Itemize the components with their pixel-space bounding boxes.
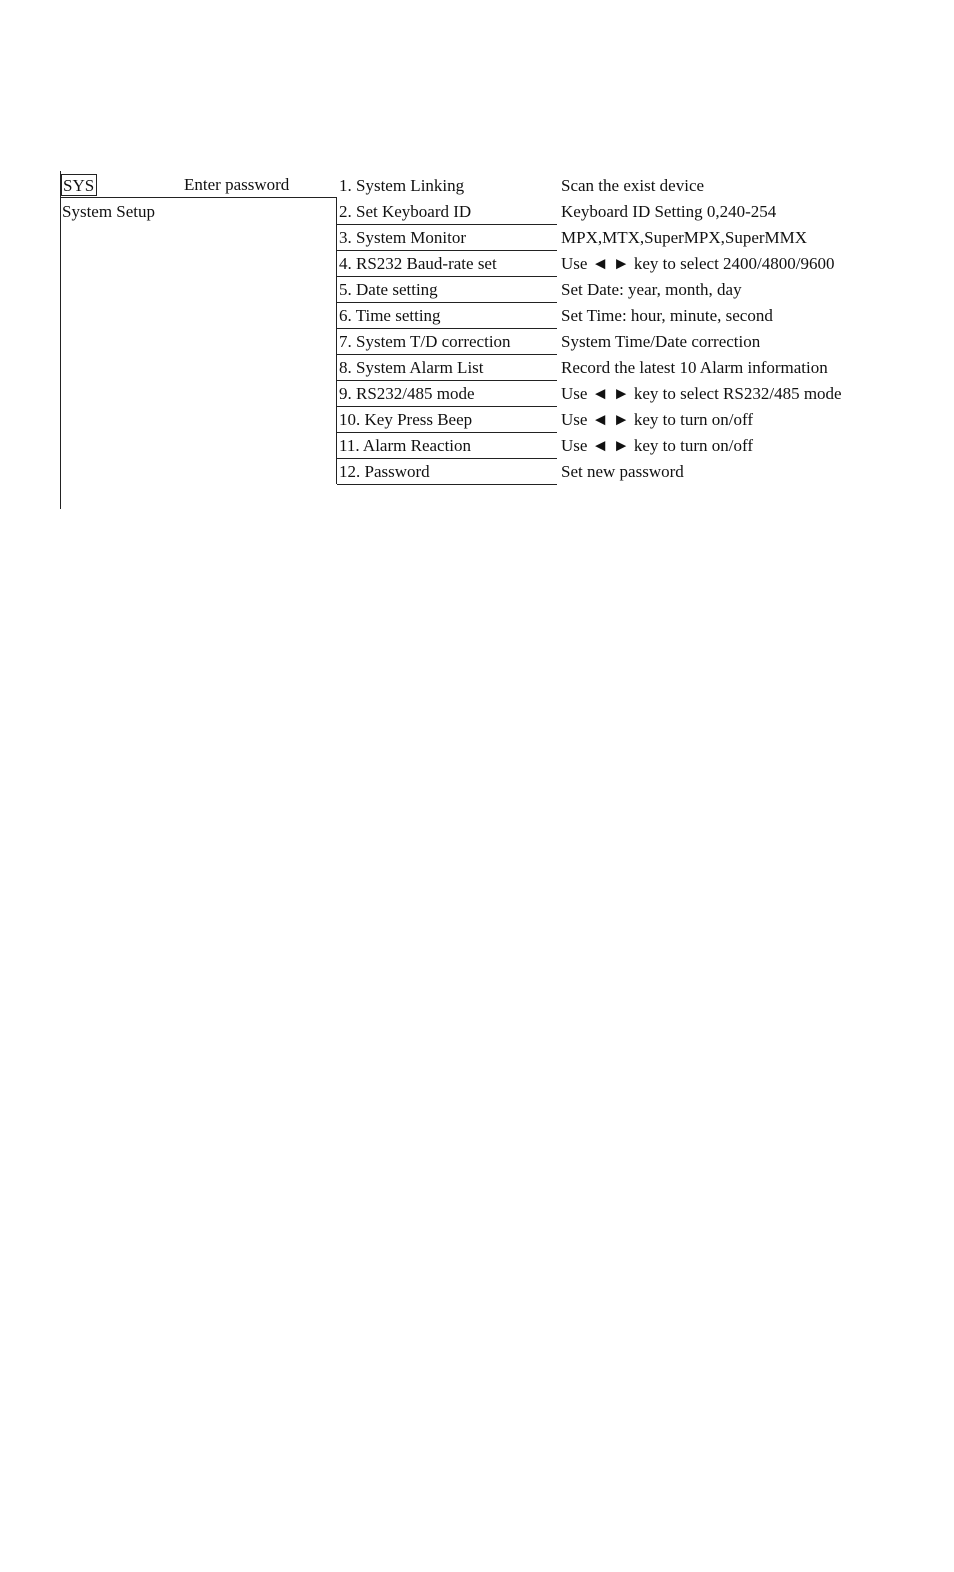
menu-item-label: 3. System Monitor <box>337 225 557 251</box>
menu-item-label: 2. Set Keyboard ID <box>337 199 557 225</box>
sys-key-label: SYS <box>61 174 97 196</box>
menu-item-description: Use ◄ ► key to select 2400/4800/9600 <box>561 254 835 273</box>
enter-password-label: Enter password <box>184 175 290 194</box>
menu-item-description: Set Date: year, month, day <box>561 280 742 299</box>
menu-item-description: Use ◄ ► key to turn on/off <box>561 436 753 455</box>
menu-item-label: 11. Alarm Reaction <box>337 433 557 459</box>
menu-item-label: 1. System Linking <box>339 176 465 195</box>
menu-item-label: 10. Key Press Beep <box>337 407 557 433</box>
menu-item-label: 8. System Alarm List <box>337 355 557 381</box>
sys-underline <box>61 197 337 198</box>
menu-item-description: Use ◄ ► key to select RS232/485 mode <box>561 384 842 403</box>
menu-item-description: MPX,MTX,SuperMPX,SuperMMX <box>561 228 808 247</box>
menu-item-description: Use ◄ ► key to turn on/off <box>561 410 753 429</box>
menu-item-label: 5. Date setting <box>337 277 557 303</box>
menu-item-description: Record the latest 10 Alarm information <box>561 358 828 377</box>
menu-item-label: 12. Password <box>337 459 557 485</box>
left-vertical-rule <box>60 171 61 509</box>
system-setup-label: System Setup <box>62 202 156 221</box>
menu-item-label: 7. System T/D correction <box>337 329 557 355</box>
menu-item-label: 9. RS232/485 mode <box>337 381 557 407</box>
menu-item-description: Scan the exist device <box>561 176 705 195</box>
menu-item-label: 6. Time setting <box>337 303 557 329</box>
menu-item-description: Set new password <box>561 462 684 481</box>
menu-item-description: System Time/Date correction <box>561 332 761 351</box>
menu-item-description: Set Time: hour, minute, second <box>561 306 773 325</box>
menu-item-label: 4. RS232 Baud-rate set <box>337 251 557 277</box>
menu-item-description: Keyboard ID Setting 0,240-254 <box>561 202 777 221</box>
